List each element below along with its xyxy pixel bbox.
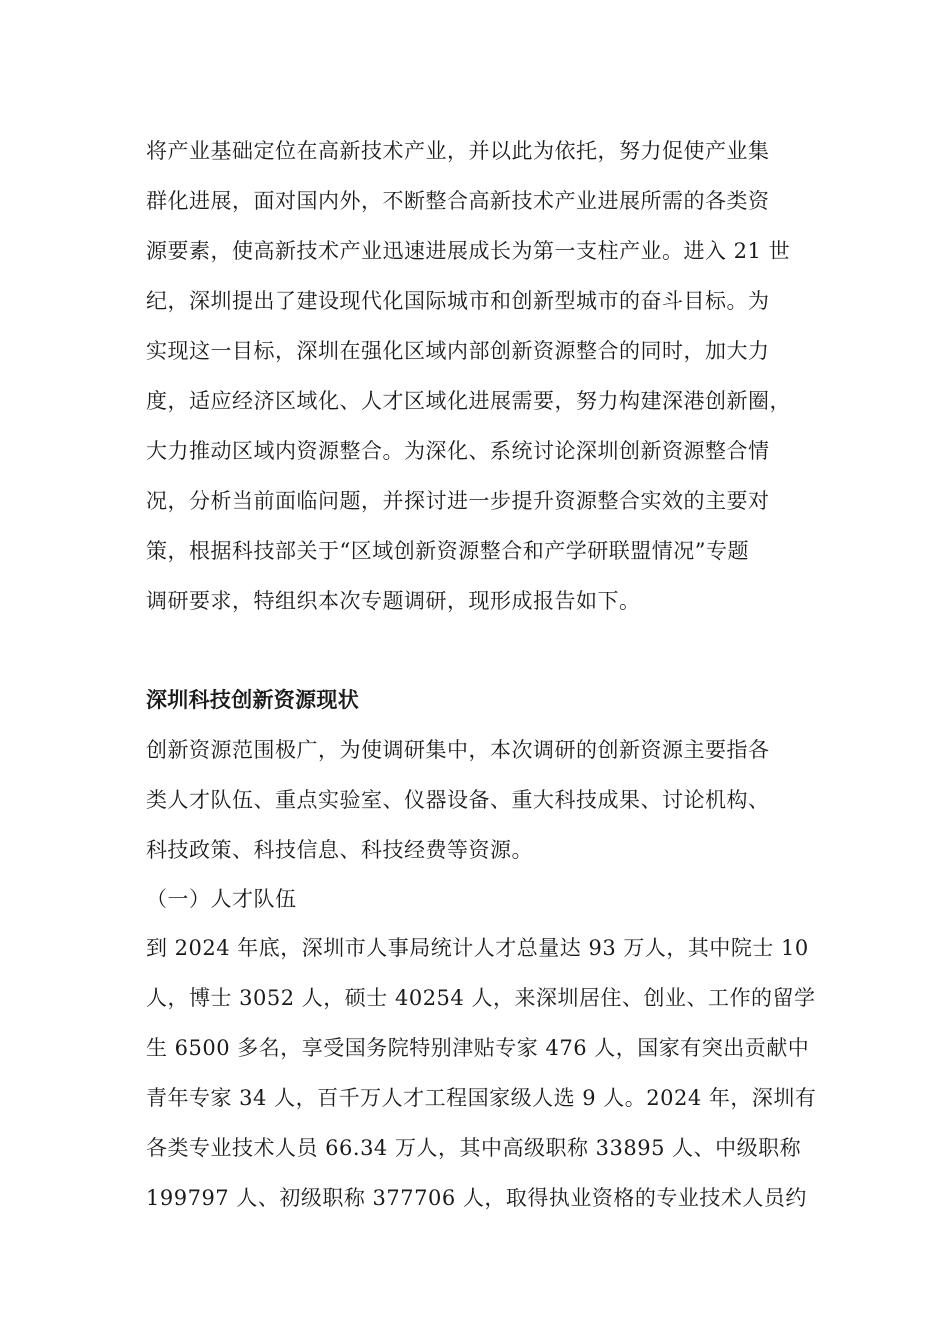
paragraph-line: 调研要求，特组织本次专题调研，现形成报告如下。 [146, 589, 641, 613]
paragraph-line: 到 2024 年底，深圳市人事局统计人才总量达 93 万人，其中院士 10 [146, 936, 809, 960]
section-heading: 深圳科技创新资源现状 [146, 687, 359, 712]
paragraph-line: 大力推动区域内资源整合。为深化、系统讨论深圳创新资源整合情 [146, 439, 770, 463]
paragraph-line: 科技政策、科技信息、科技经费等资源。 [146, 838, 533, 862]
paragraph-line: 199797 人、初级职称 377706 人，取得执业资格的专业技术人员约 [146, 1186, 807, 1210]
paragraph-line: 青年专家 34 人，百千万人才工程国家级人选 9 人。2024 年，深圳有 [146, 1086, 817, 1110]
paragraph-line: 实现这一目标，深圳在强化区域内部创新资源整合的同时，加大力 [146, 339, 770, 363]
paragraph-line: 将产业基础定位在高新技术产业，并以此为依托，努力促使产业集 [146, 139, 770, 163]
subsection-heading: （一）人才队伍 [146, 887, 297, 911]
paragraph-line: 策，根据科技部关于“区域创新资源整合和产学研联盟情况”专题 [146, 539, 749, 563]
paragraph-line: 源要素，使高新技术产业迅速进展成长为第一支柱产业。进入 21 世 [146, 239, 791, 263]
paragraph-line: 生 6500 多名，享受国务院特别津贴专家 476 人，国家有突出贡献中 [146, 1036, 810, 1060]
paragraph-line: 各类专业技术人员 66.34 万人，其中高级职称 33895 人、中级职称 [146, 1136, 802, 1160]
paragraph-line: 类人才队伍、重点实验室、仪器设备、重大科技成果、讨论机构、 [146, 788, 770, 812]
paragraph-line: 群化进展，面对国内外，不断整合高新技术产业进展所需的各类资 [146, 189, 770, 213]
paragraph-line: 况，分析当前面临问题，并探讨进一步提升资源整合实效的主要对 [146, 489, 770, 513]
paragraph-line: 度，适应经济区域化、人才区域化进展需要，努力构建深港创新圈， [146, 389, 791, 413]
paragraph-line: 人，博士 3052 人，硕士 40254 人，来深圳居住、创业、工作的留学 [146, 986, 816, 1010]
paragraph-line: 创新资源范围极广，为使调研集中，本次调研的创新资源主要指各 [146, 738, 770, 762]
paragraph-line: 纪，深圳提出了建设现代化国际城市和创新型城市的奋斗目标。为 [146, 289, 770, 313]
